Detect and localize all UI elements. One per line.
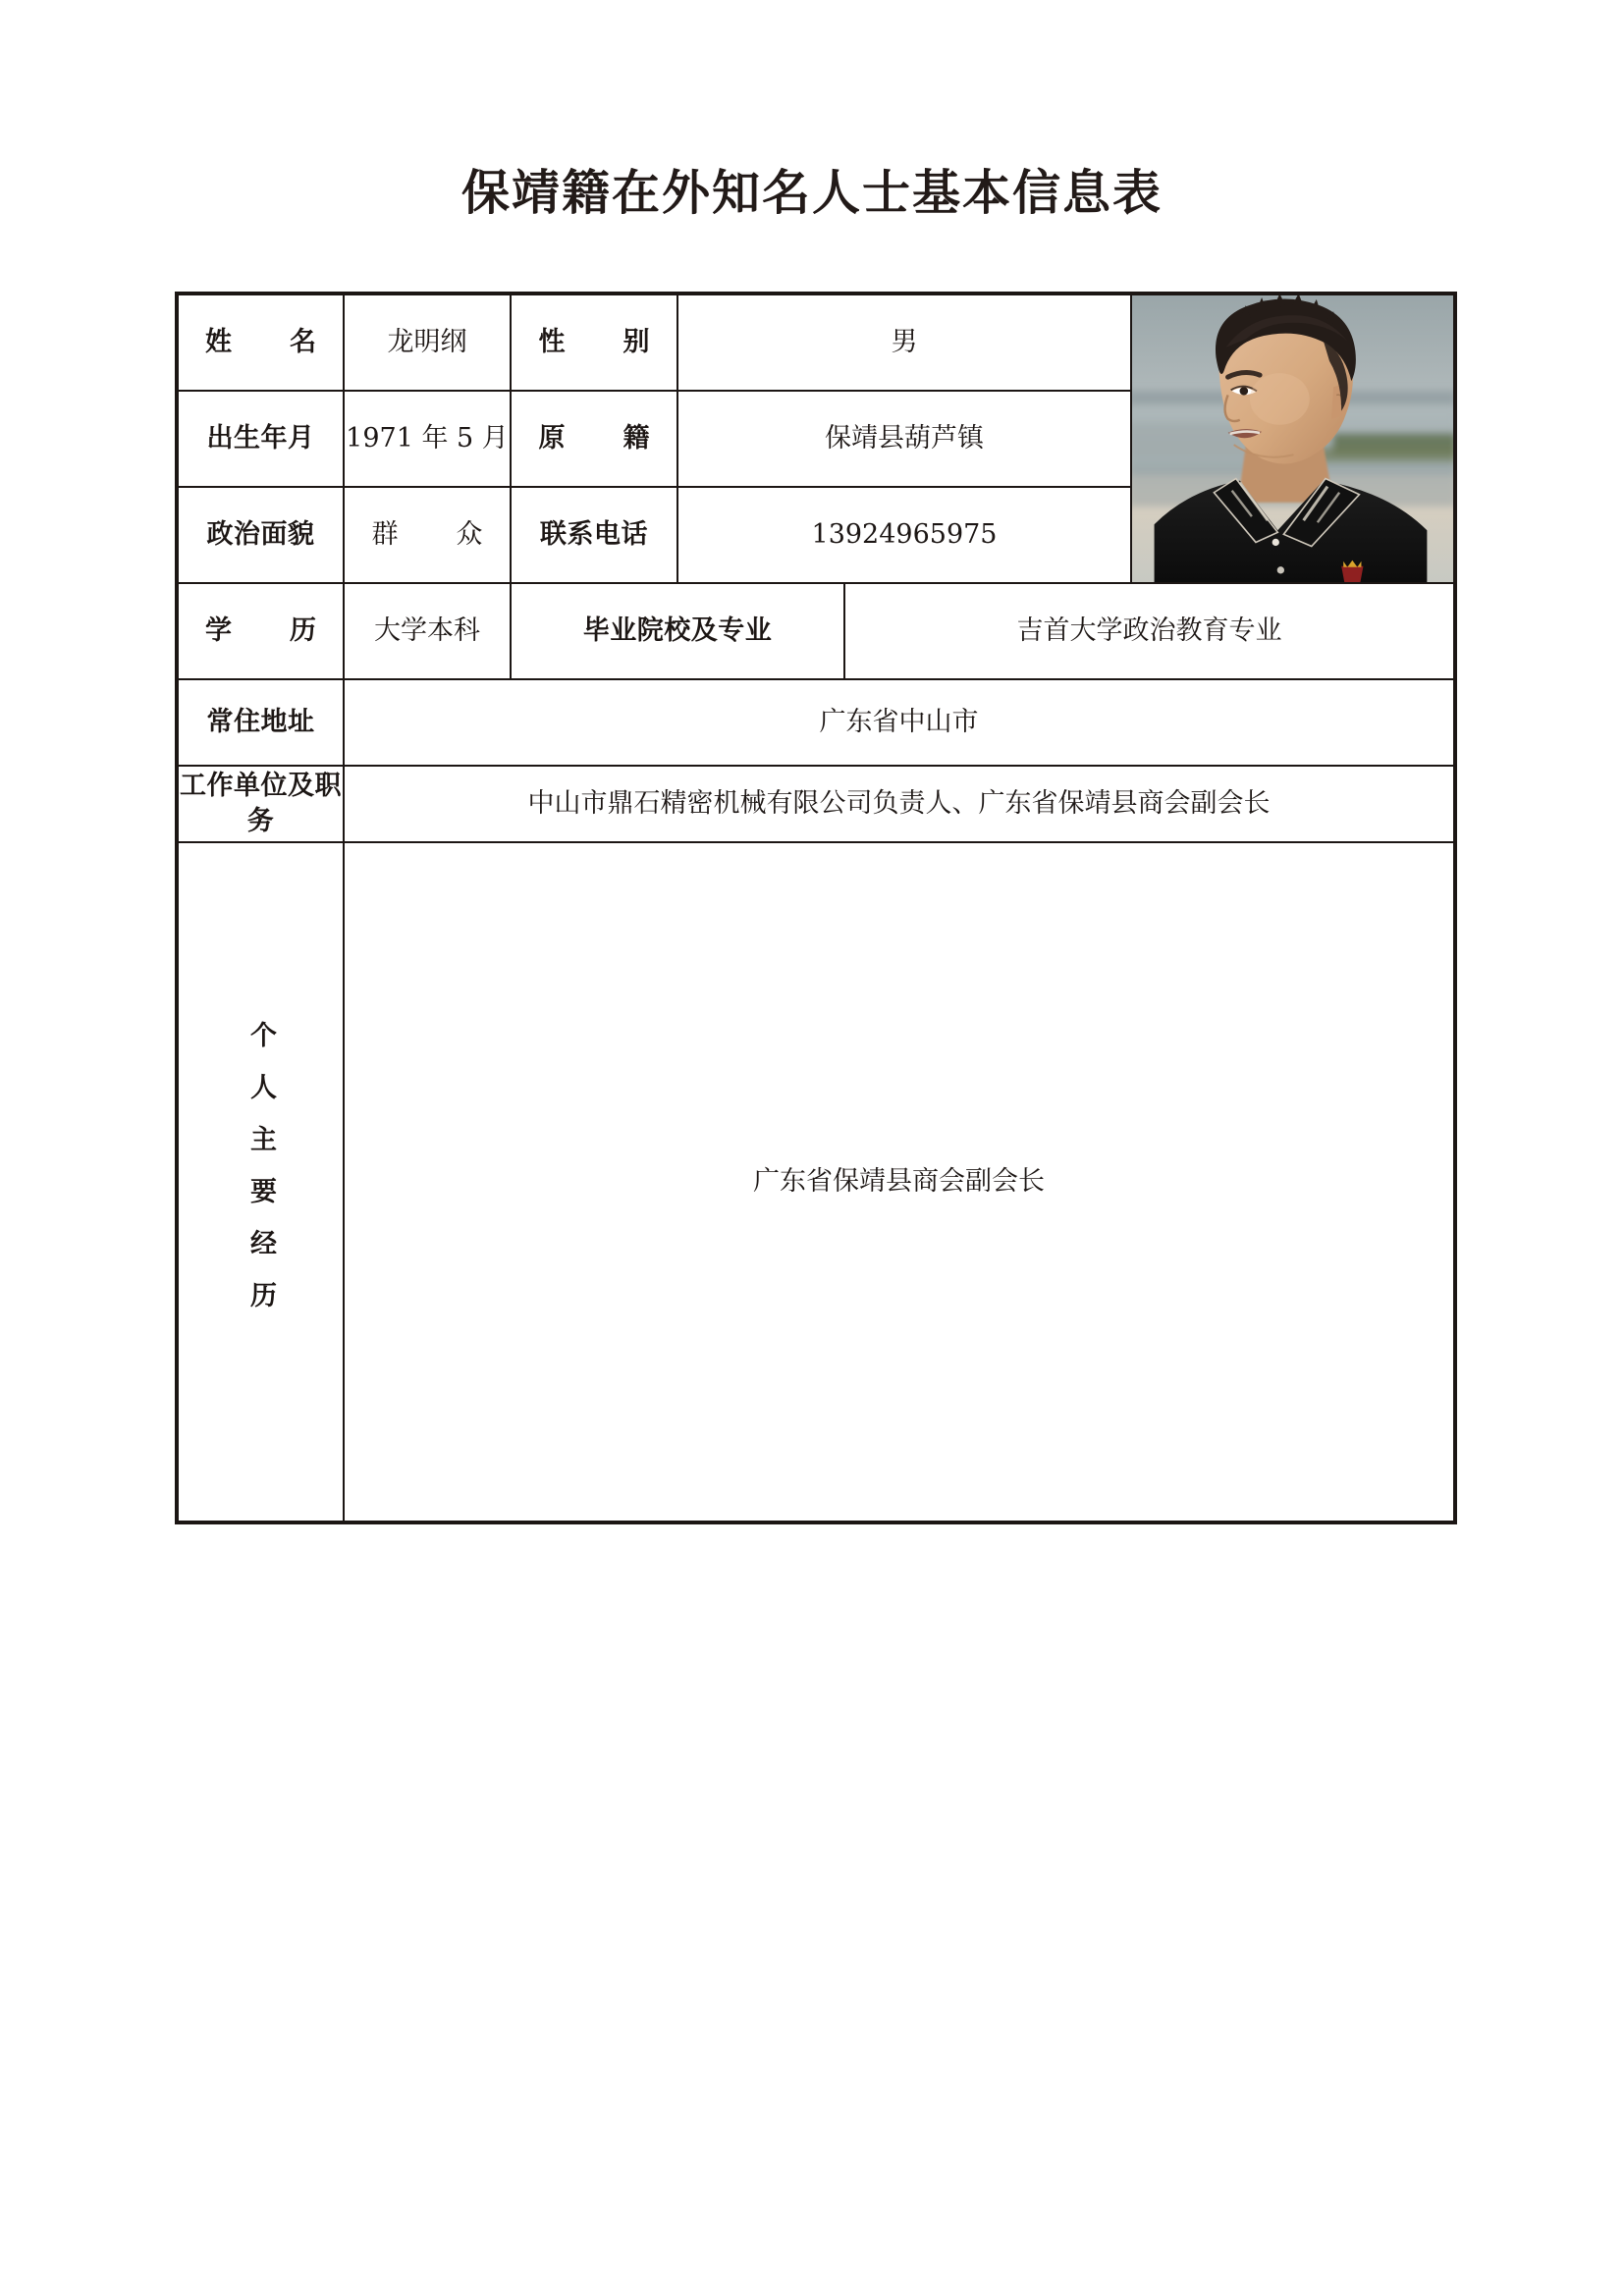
cell-label-origin: 原 籍 [511, 391, 677, 487]
cell-label-residence: 常住地址 [177, 679, 344, 766]
cell-value-gender: 男 [677, 294, 1131, 391]
personal-info-table [175, 292, 1457, 1524]
table-row [177, 766, 1455, 842]
table-row [177, 679, 1455, 766]
table-row [177, 583, 1455, 679]
table-row [177, 842, 1455, 1522]
main-experience-vertical-label: 个人主要经历 [245, 1020, 276, 1333]
portrait-photo [1132, 295, 1453, 582]
cell-value-residence: 广东省中山市 [344, 679, 1455, 766]
photo-cell [1131, 294, 1455, 583]
cell-label-gender: 性 别 [511, 294, 677, 391]
cell-value-political-status: 群 众 [344, 487, 511, 583]
cell-value-work-unit: 中山市鼎石精密机械有限公司负责人、广东省保靖县商会副会长 [344, 766, 1455, 842]
cell-value-education: 大学本科 [344, 583, 511, 679]
cell-label-political-status: 政治面貌 [177, 487, 344, 583]
cell-label-main-experience [177, 842, 344, 1522]
cell-value-name: 龙明纲 [344, 294, 511, 391]
portrait-illustration [1132, 295, 1453, 582]
table-row [177, 294, 1455, 391]
cell-value-phone: 13924965975 [677, 487, 1131, 583]
cell-label-phone: 联系电话 [511, 487, 677, 583]
cell-value-school-major: 吉首大学政治教育专业 [844, 583, 1455, 679]
cell-label-birth-date: 出生年月 [177, 391, 344, 487]
cell-label-education: 学 历 [177, 583, 344, 679]
cell-value-main-experience: 广东省保靖县商会副会长 [344, 842, 1455, 1522]
cell-value-birth-date: 1971 年 5 月 [344, 391, 511, 487]
cell-label-name: 姓 名 [177, 294, 344, 391]
cell-label-work-unit: 工作单位及职务 [177, 766, 344, 842]
page-title: 保靖籍在外知名人士基本信息表 [460, 164, 1163, 221]
cell-value-origin: 保靖县葫芦镇 [677, 391, 1131, 487]
cell-label-school-major: 毕业院校及专业 [511, 583, 844, 679]
